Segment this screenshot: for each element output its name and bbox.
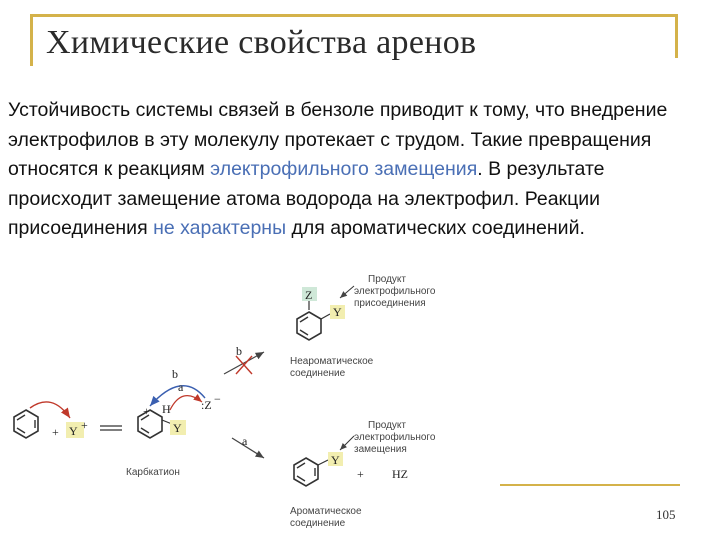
path-b-blocked-arrow [224,352,264,374]
substitution-label-3: замещения [354,444,407,455]
nucleophile-z: :Z [201,398,212,412]
highlight-not-typical: не характерны [153,217,287,239]
path-a-arrow-down [232,438,264,458]
plus-sign: + [52,425,59,439]
path-b-label-top: b [236,344,242,358]
substitution-type-1: Ароматическое [290,506,362,517]
addition-label-2: электрофильного [354,286,436,297]
body-text-part-3: для ароматических соединений. [286,217,585,239]
substitution-label-1: Продукт [368,420,406,431]
addition-y: Y [333,305,342,319]
substitution-type-2: соединение [290,518,346,529]
body-text [8,96,708,244]
addition-type-2: соединение [290,368,346,379]
byproduct-hz: HZ [392,467,408,481]
bond-c-y-addition [321,314,330,319]
carbocation-label: Карбкатион [126,467,180,478]
body-text-part-2: . В результате происходит замещение атома водорода на электрофил. Реакции присоединения [8,158,605,239]
title-frame-top [30,14,678,17]
page-number: 105 [656,507,676,522]
addition-z: Z [305,288,313,302]
addition-label-1: Продукт [368,274,406,285]
substitution-plus: + [357,467,364,481]
atom-h: H [162,402,171,416]
highlight-electrophilic-substitution: электрофильного замещения [210,158,478,180]
reaction-scheme [0,270,500,540]
slide-title: Химические свойства аренов [46,24,477,61]
body-text-part-1: Устойчивость системы связей в бензоле приводит к тому, что внедрение электрофилов в эту молекулу протекает с трудом. Такие превращения относятся к реакциям [8,99,668,180]
path-a-arrow [170,396,202,410]
addition-type-1: Неароматическое [290,356,374,367]
substitution-label-2: электрофильного [354,432,436,443]
addition-pointer-arrow [340,286,354,298]
path-b-label: b [172,367,178,381]
substitution-ring [294,458,318,486]
addition-label-3: присоединения [354,298,426,309]
path-a-label-bottom: a [242,434,248,448]
electrophile-y: Y [69,424,78,438]
title-frame-right [675,14,678,58]
carbocation-y: Y [173,421,182,435]
cation-charge: + [143,404,150,418]
benzene-ring [14,410,38,438]
addition-ring [297,312,321,340]
substitution-y: Y [331,453,340,467]
footer-rule [500,484,680,486]
bond-c-y-substitution [318,460,328,465]
electrophile-charge: + [81,418,88,432]
carbocation-ring [138,410,162,438]
nucleophile-charge: − [214,392,221,406]
substitution-pointer-arrow [340,436,354,450]
path-a-label-curved: a [178,380,184,394]
title-frame-left [30,14,33,66]
